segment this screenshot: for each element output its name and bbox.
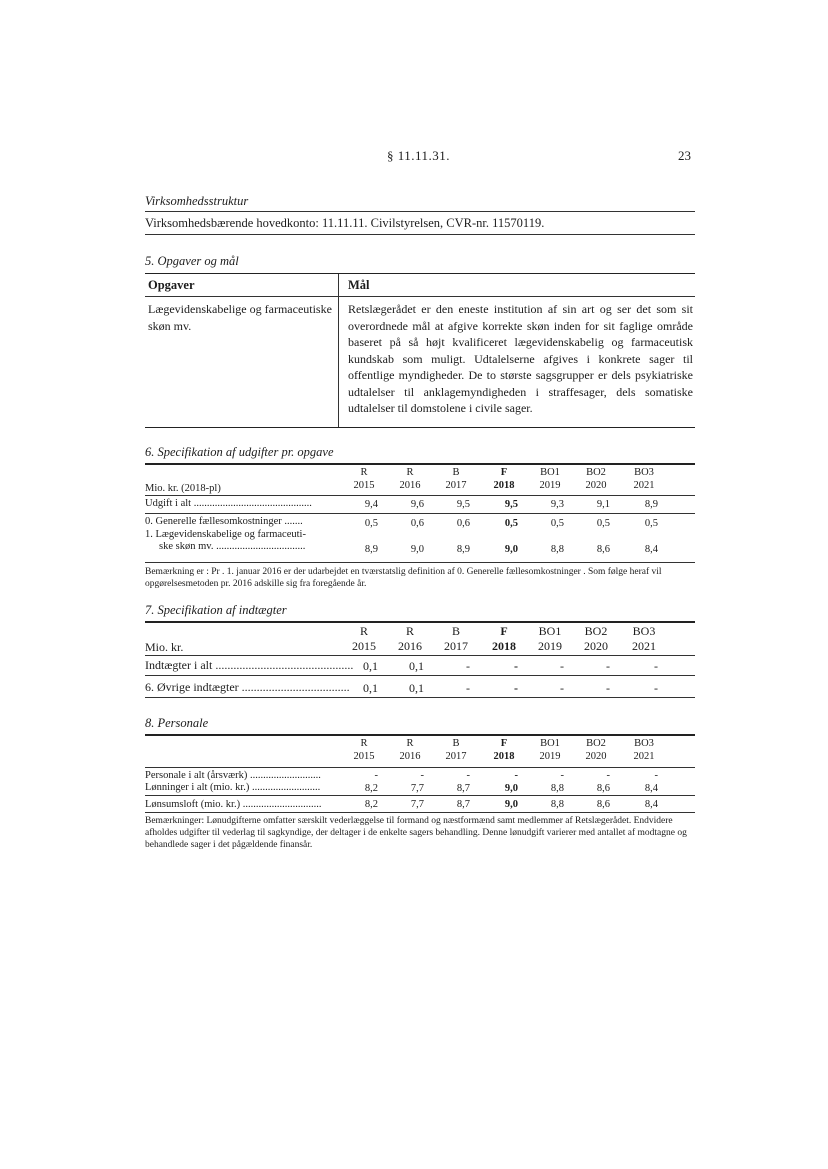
row-label: Lønsumsloft (mio. kr.) .............................. bbox=[145, 799, 322, 810]
table-cell: 0,1 bbox=[409, 659, 424, 673]
column-year-header: 2015 bbox=[353, 480, 375, 491]
row-label: Personale i alt (årsværk) ........................... bbox=[145, 770, 321, 781]
divider bbox=[145, 795, 695, 796]
column-year-header: 2017 bbox=[444, 639, 468, 653]
paragraph-reference: § 11.11.31. bbox=[387, 148, 451, 163]
table-cell: 8,2 bbox=[364, 799, 378, 810]
unit-label: Mio. kr. bbox=[145, 640, 184, 654]
table-cell: 9,4 bbox=[364, 499, 378, 510]
table-cell: 0,1 bbox=[363, 659, 378, 673]
column-year-header: 2017 bbox=[445, 751, 467, 762]
table-cell: - bbox=[514, 681, 518, 695]
table-cell: 8,2 bbox=[364, 783, 378, 794]
divider bbox=[145, 621, 695, 623]
column-type-header: F bbox=[500, 624, 508, 638]
personale-table bbox=[145, 737, 695, 817]
table-cell: 9,5 bbox=[504, 499, 518, 510]
table-cell: - bbox=[514, 770, 518, 781]
column-year-header: 2020 bbox=[584, 639, 608, 653]
table-cell: 8,9 bbox=[644, 499, 658, 510]
table-cell: 9,3 bbox=[550, 499, 564, 510]
table-cell: - bbox=[466, 770, 470, 781]
hovedkonto-text: Virksomhedsbærende hovedkonto: 11.11.11. Civilstyrelsen, CVR-nr. 11570119. bbox=[145, 216, 545, 230]
column-type-header: R bbox=[360, 467, 368, 478]
table-cell: 0,1 bbox=[363, 681, 378, 695]
page-number: 23 bbox=[678, 148, 691, 163]
column-year-header: 2019 bbox=[539, 751, 561, 762]
table-cell: 8,6 bbox=[596, 783, 610, 794]
divider bbox=[145, 655, 695, 656]
table-cell: - bbox=[374, 770, 378, 781]
table-cell: 9,5 bbox=[456, 499, 470, 510]
column-year-header: 2017 bbox=[445, 480, 467, 491]
column-year-header: 2021 bbox=[633, 480, 655, 491]
section7-title: 7. Specifikation af indtægter bbox=[145, 603, 287, 617]
column-year-header: 2015 bbox=[353, 751, 375, 762]
unit-label: Mio. kr. (2018-pl) bbox=[145, 483, 221, 494]
divider bbox=[145, 675, 695, 676]
divider bbox=[145, 463, 695, 465]
column-type-header: R bbox=[360, 738, 368, 749]
opgave-cell: Lægevidenskabelige og farmaceutiske skøn mv. bbox=[148, 302, 332, 333]
column-type-header: BO2 bbox=[584, 624, 608, 638]
table-cell: 0,5 bbox=[364, 518, 378, 529]
opgaver-table bbox=[145, 273, 695, 428]
column-type-header: B bbox=[452, 467, 460, 478]
table-cell: 8,8 bbox=[550, 544, 564, 555]
table-cell: - bbox=[514, 659, 518, 673]
table-cell: - bbox=[560, 770, 564, 781]
table-cell: 0,5 bbox=[596, 518, 610, 529]
column-year-header: 2018 bbox=[493, 480, 515, 491]
table-cell: 8,6 bbox=[596, 799, 610, 810]
table-cell: 0,6 bbox=[456, 518, 470, 529]
column-type-header: R bbox=[406, 738, 414, 749]
column-year-header: 2016 bbox=[399, 751, 421, 762]
table-cell: 8,7 bbox=[456, 783, 470, 794]
section5-title: 5. Opgaver og mål bbox=[145, 254, 239, 268]
column-year-header: 2015 bbox=[352, 639, 376, 653]
table-cell: 9,0 bbox=[504, 544, 518, 555]
maal-cell: Retslægerådet er den eneste institution af sin art og ser det som sit overordnede mål at afgive korrekte skøn inden for sit faglige område baseret på så højt kvalificeret lægevidenskabelig og farmaceutisk kundskab som muligt. Udtalelserne afgives i konkrete sager til offentlige myndigheder. De to største sagsgrupper er dels psykiatriske udtalelser til anklagemyndigheden i straffesager, dels somatiske udtalelser til domstolene i civile sager. bbox=[348, 302, 693, 415]
table-cell: - bbox=[466, 681, 470, 695]
table-cell: 8,4 bbox=[644, 799, 658, 810]
table-cell: 0,5 bbox=[504, 518, 518, 529]
table-cell: - bbox=[466, 659, 470, 673]
column-type-header: B bbox=[452, 738, 460, 749]
table-cell: - bbox=[606, 659, 610, 673]
row-label: Udgift i alt ............................................. bbox=[145, 498, 312, 509]
divider bbox=[145, 513, 695, 514]
section6-title: 6. Specifikation af udgifter pr. opgave bbox=[145, 445, 334, 459]
table-cell: 0,1 bbox=[409, 681, 424, 695]
column-year-header: 2019 bbox=[538, 639, 562, 653]
row-label: Lønninger i alt (mio. kr.) .......................... bbox=[145, 782, 321, 793]
column-type-header: R bbox=[406, 467, 414, 478]
table-cell: - bbox=[606, 681, 610, 695]
column-type-header: R bbox=[359, 624, 368, 638]
table-cell: 9,0 bbox=[504, 799, 518, 810]
divider bbox=[145, 812, 695, 813]
column-type-header: BO1 bbox=[540, 738, 560, 749]
divider bbox=[145, 767, 695, 768]
table-cell: - bbox=[560, 681, 564, 695]
structure-title: Virksomhedsstruktur bbox=[145, 194, 249, 208]
row-label: 1. Lægevidenskabelige og farmaceuti- bbox=[145, 529, 306, 540]
opgaver-header: Opgaver bbox=[148, 278, 195, 292]
table-cell: - bbox=[606, 770, 610, 781]
table-cell: 8,9 bbox=[364, 544, 378, 555]
table-cell: 0,5 bbox=[644, 518, 658, 529]
column-type-header: BO2 bbox=[586, 738, 606, 749]
table-cell: 9,0 bbox=[410, 544, 424, 555]
table-cell: 9,6 bbox=[410, 499, 424, 510]
header-divider bbox=[145, 296, 695, 297]
table-cell: - bbox=[654, 770, 658, 781]
row-label: Indtægter i alt .............................................. bbox=[145, 658, 354, 672]
column-year-header: 2016 bbox=[399, 480, 421, 491]
column-year-header: 2021 bbox=[633, 751, 655, 762]
column-type-header: BO3 bbox=[632, 624, 656, 638]
row-label: 6. Øvrige indtægter .................................... bbox=[145, 680, 350, 694]
column-year-header: 2021 bbox=[632, 639, 656, 653]
table-cell: - bbox=[560, 659, 564, 673]
table-cell: 0,5 bbox=[550, 518, 564, 529]
divider bbox=[145, 211, 695, 212]
table-cell: - bbox=[654, 659, 658, 673]
table-cell: 8,6 bbox=[596, 544, 610, 555]
divider bbox=[145, 234, 695, 235]
column-type-header: BO3 bbox=[634, 738, 654, 749]
column-year-header: 2018 bbox=[492, 639, 516, 653]
divider bbox=[145, 734, 695, 736]
row-label: 0. Generelle fællesomkostninger ....... bbox=[145, 516, 303, 527]
column-type-header: BO3 bbox=[634, 467, 654, 478]
table-cell: 8,8 bbox=[550, 799, 564, 810]
column-year-header: 2020 bbox=[585, 751, 607, 762]
column-type-header: BO2 bbox=[586, 467, 606, 478]
divider bbox=[145, 562, 695, 563]
column-type-header: BO1 bbox=[538, 624, 562, 638]
table-cell: 8,7 bbox=[456, 799, 470, 810]
column-year-header: 2019 bbox=[539, 480, 561, 491]
table-cell: 7,7 bbox=[410, 799, 424, 810]
table-cell: 8,8 bbox=[550, 783, 564, 794]
column-year-header: 2016 bbox=[398, 639, 422, 653]
table-cell: 0,6 bbox=[410, 518, 424, 529]
table-cell: 8,9 bbox=[456, 544, 470, 555]
table-cell: - bbox=[654, 681, 658, 695]
divider bbox=[145, 697, 695, 698]
divider bbox=[145, 495, 695, 496]
column-type-header: B bbox=[451, 624, 460, 638]
table-cell: 9,0 bbox=[504, 783, 518, 794]
maal-header: Mål bbox=[348, 278, 370, 292]
udgifter-table bbox=[145, 466, 695, 566]
table-cell: 7,7 bbox=[410, 783, 424, 794]
column-type-header: F bbox=[500, 467, 508, 478]
column-type-header: BO1 bbox=[540, 467, 560, 478]
section6-note: Bemærkning er : Pr . 1. januar 2016 er der udarbejdet en tværstatslig definition af 0. Generelle fællesomkostninger . Som følge heraf vil opgørelsesmetoden pr. 2016 adskille sig fra foregående år. bbox=[145, 567, 662, 589]
section8-title: 8. Personale bbox=[145, 716, 209, 730]
column-type-header: F bbox=[500, 738, 508, 749]
table-cell: 9,1 bbox=[596, 499, 610, 510]
section8-note: Bemærkninger: Lønudgifterne omfatter særskilt vederlæggelse til formand og næstformænd samt medlemmer af Retslægerådet. Endvidere afholdes udgifter til vederlag til sagkyndige, der deltager i de enkelte sagers behandling. Denne lønudgift varierer med antallet af modtagne og behandlede sager i det pågældende finansår. bbox=[145, 816, 687, 850]
column-year-header: 2020 bbox=[585, 480, 607, 491]
indtaegter-table bbox=[145, 624, 695, 704]
table-cell: 8,4 bbox=[644, 544, 658, 555]
column-year-header: 2018 bbox=[493, 751, 515, 762]
table-cell: 8,4 bbox=[644, 783, 658, 794]
table-cell: - bbox=[420, 770, 424, 781]
column-type-header: R bbox=[405, 624, 414, 638]
row-label-continued: ske skøn mv. .................................. bbox=[159, 541, 306, 552]
